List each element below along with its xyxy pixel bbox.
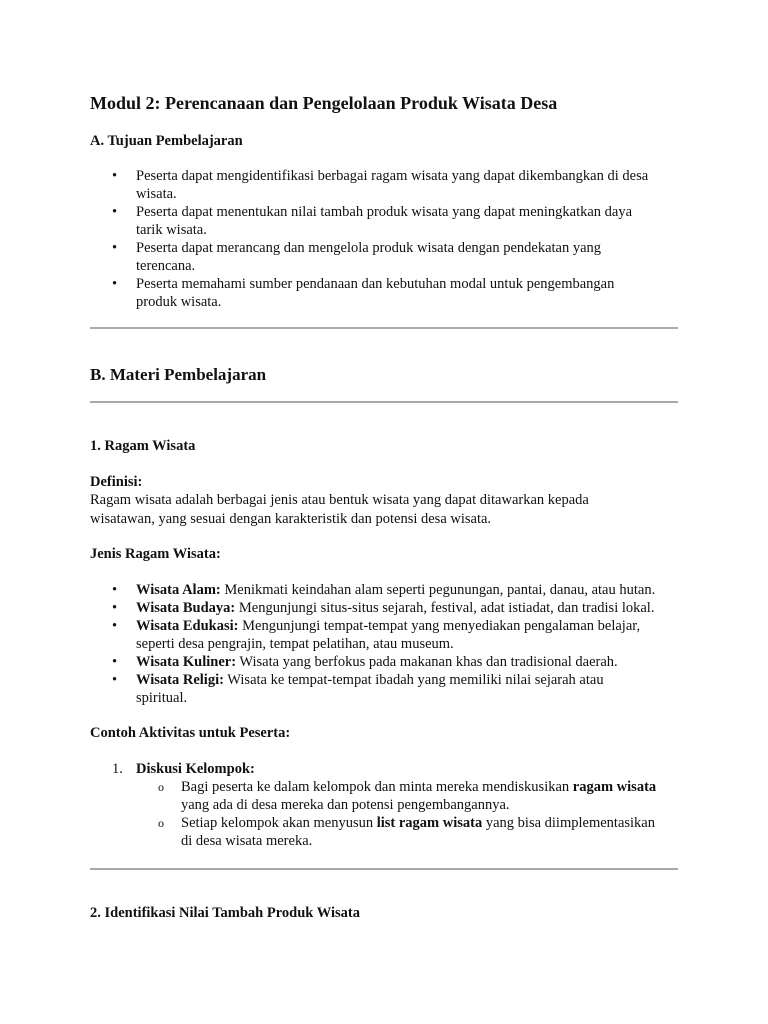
list-item-text: Peserta dapat merancang dan mengelola produk wisata dengan pendekatan yang bbox=[136, 240, 602, 256]
section-b-heading: B. Materi Pembelajaran bbox=[90, 365, 267, 384]
term: Wisata Alam: bbox=[136, 582, 221, 598]
circle-bullet-icon: o bbox=[158, 816, 164, 830]
list-item-text: spiritual. bbox=[136, 690, 188, 706]
list-item-text: Peserta dapat menentukan nilai tambah produk wisata yang dapat meningkatkan daya bbox=[136, 204, 633, 220]
definition-text: wisatawan, yang sesuai dengan karakteristik dan potensi desa wisata. bbox=[90, 511, 492, 527]
horizontal-rule bbox=[90, 868, 678, 870]
list-item-text: Peserta dapat mengidentifikasi berbagai ragam wisata yang dapat dikembangkan di desa bbox=[136, 168, 649, 184]
list-item-text: wisata. bbox=[136, 186, 177, 202]
term-description: Wisata ke tempat-tempat ibadah yang memiliki nilai sejarah atau bbox=[223, 672, 604, 688]
bullet-icon: • bbox=[112, 672, 118, 688]
list-item bbox=[90, 617, 690, 653]
bullet-icon: • bbox=[112, 240, 118, 256]
list-item bbox=[90, 671, 690, 707]
text-segment: yang bisa diimplementasikan bbox=[482, 815, 655, 831]
term-description: Wisata yang berfokus pada makanan khas dan tradisional daerah. bbox=[236, 654, 618, 670]
list-item-text: tarik wisata. bbox=[136, 222, 207, 238]
sub-list-line bbox=[181, 778, 681, 796]
definition-label: Definisi: bbox=[90, 474, 143, 490]
term: Wisata Budaya: bbox=[136, 600, 236, 616]
list-item-text: terencana. bbox=[136, 258, 196, 274]
subsection-heading: 1. Ragam Wisata bbox=[90, 438, 196, 454]
circle-bullet-icon: o bbox=[158, 780, 164, 794]
definition-text: Ragam wisata adalah berbagai jenis atau bentuk wisata yang dapat ditawarkan kepada bbox=[90, 492, 589, 508]
list-item bbox=[90, 203, 690, 239]
sub-list-line: yang ada di desa mereka dan potensi pengembangannya. bbox=[181, 797, 510, 813]
subsection-heading: 2. Identifikasi Nilai Tambah Produk Wisata bbox=[90, 905, 360, 921]
horizontal-rule bbox=[90, 327, 678, 329]
list-item-text bbox=[136, 617, 690, 635]
tourism-types-list bbox=[90, 581, 690, 707]
term: Wisata Edukasi: bbox=[136, 618, 239, 634]
sub-list-item-text bbox=[181, 814, 681, 850]
bullet-icon: • bbox=[112, 276, 118, 292]
list-item-text bbox=[136, 653, 690, 671]
list-item-text: Peserta memahami sumber pendanaan dan kebutuhan modal untuk pengembangan bbox=[136, 276, 615, 292]
bullet-icon: • bbox=[112, 582, 118, 598]
term-description: Mengunjungi tempat-tempat yang menyediakan pengalaman belajar, bbox=[238, 618, 641, 634]
sub-list-item-text bbox=[181, 778, 681, 814]
list-item-text bbox=[136, 599, 690, 617]
bullet-icon: • bbox=[112, 204, 118, 220]
sub-list-line bbox=[181, 814, 681, 832]
text-segment: Setiap kelompok akan menyusun bbox=[181, 815, 377, 831]
bullet-icon: • bbox=[112, 600, 118, 616]
text-segment: Bagi peserta ke dalam kelompok dan minta mereka mendiskusikan bbox=[181, 779, 573, 795]
term: Wisata Kuliner: bbox=[136, 654, 237, 670]
list-item bbox=[90, 275, 690, 311]
activity-heading: Contoh Aktivitas untuk Peserta: bbox=[90, 725, 291, 741]
list-item-text: produk wisata. bbox=[136, 294, 222, 310]
list-item-text bbox=[136, 671, 690, 689]
list-number: 1. bbox=[112, 761, 123, 777]
term: Wisata Religi: bbox=[136, 672, 224, 688]
bold-text-segment: list ragam wisata bbox=[376, 815, 483, 831]
list-item bbox=[90, 239, 690, 275]
list-item bbox=[90, 653, 690, 671]
bullet-icon: • bbox=[112, 654, 118, 670]
document-title: Modul 2: Perencanaan dan Pengelolaan Produk Wisata Desa bbox=[90, 93, 558, 113]
horizontal-rule bbox=[90, 401, 678, 403]
sub-list-line: di desa wisata mereka. bbox=[181, 833, 313, 849]
list-item-text: seperti desa pengrajin, tempat pelatihan, atau museum. bbox=[136, 636, 454, 652]
section-a-heading: A. Tujuan Pembelajaran bbox=[90, 133, 243, 149]
types-heading: Jenis Ragam Wisata: bbox=[90, 546, 221, 562]
objectives-list bbox=[90, 167, 690, 311]
activity-label: Diskusi Kelompok: bbox=[136, 761, 255, 777]
bullet-icon: • bbox=[112, 618, 118, 634]
bold-text-segment: ragam wisata bbox=[572, 779, 657, 795]
term-description: Menikmati keindahan alam seperti pegunungan, pantai, danau, atau hutan. bbox=[220, 582, 656, 598]
list-item bbox=[90, 581, 690, 599]
term-description: Mengunjungi situs-situs sejarah, festival, adat istiadat, dan tradisi lokal. bbox=[235, 600, 655, 616]
list-item-text bbox=[136, 581, 690, 599]
bullet-icon: • bbox=[112, 168, 118, 184]
list-item bbox=[90, 167, 690, 203]
list-item bbox=[90, 599, 690, 617]
